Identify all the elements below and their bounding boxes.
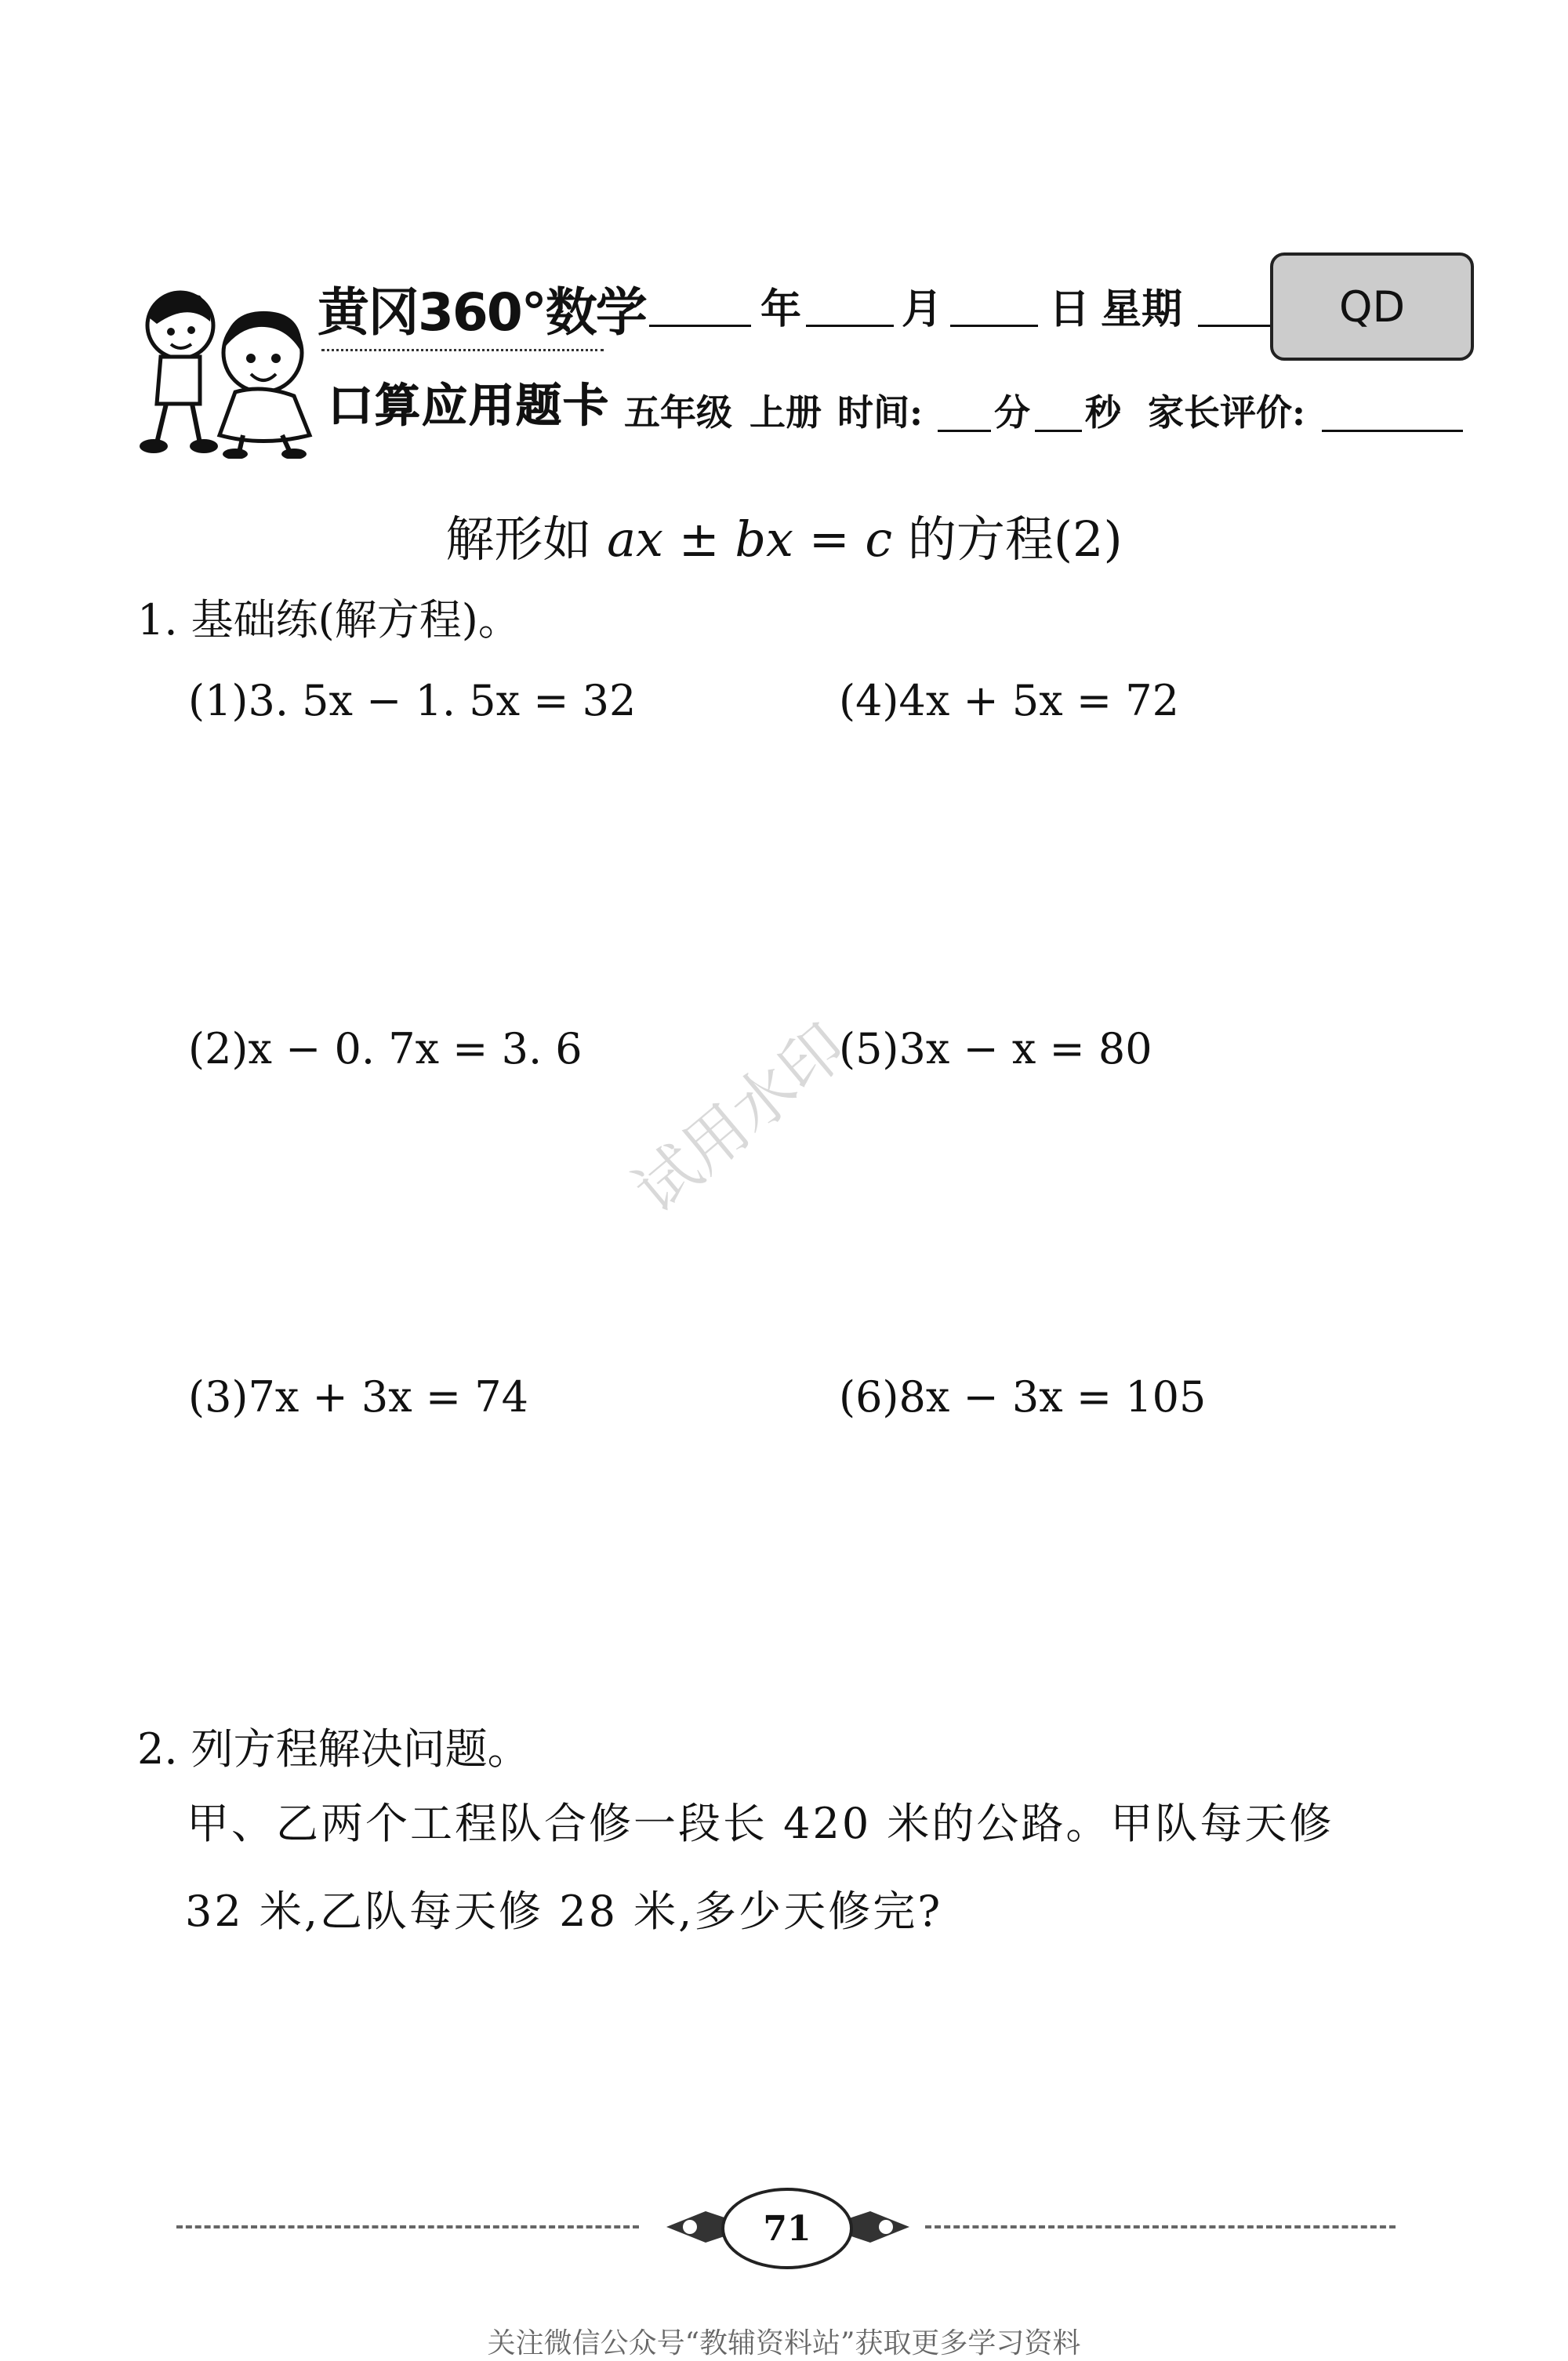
weekday-blank[interactable] bbox=[1198, 276, 1272, 327]
info-row bbox=[624, 384, 1486, 436]
second-label: 秒 bbox=[1085, 391, 1121, 434]
minute-blank[interactable] bbox=[938, 384, 991, 432]
problem-1: (1)3. 5x − 1. 5x = 32 bbox=[188, 676, 637, 725]
brand-divider bbox=[321, 349, 604, 351]
lesson-title-equation: ax ± bx = c bbox=[607, 510, 893, 568]
problem-6: (6)8x − 3x = 105 bbox=[839, 1372, 1207, 1422]
problem-4: (4)4x + 5x = 72 bbox=[839, 676, 1179, 725]
footer-note: 关注微信公众号“教辅资料站”获取更多学习资料 bbox=[487, 2327, 1081, 2359]
lesson-title-suffix: 的方程(2) bbox=[892, 510, 1123, 568]
day-label: 日 bbox=[1049, 285, 1091, 333]
edition-badge: QD bbox=[1270, 252, 1474, 361]
trial-watermark: 试用水印 bbox=[620, 1010, 860, 1228]
section2-heading: 2. 列方程解决问题。 bbox=[137, 1724, 530, 1774]
date-row bbox=[649, 276, 1276, 331]
time-label: 时间: bbox=[837, 391, 923, 434]
month-blank[interactable] bbox=[806, 276, 894, 327]
lesson-title-prefix: 解形如 bbox=[445, 510, 608, 568]
kids-mascot-illustration bbox=[125, 278, 337, 459]
word-problem-line-2: 32 米,乙队每天修 28 米,多少天修完? bbox=[185, 1887, 943, 1936]
brand-subtitle: 口算应用题卡 bbox=[328, 379, 611, 432]
footer-dashed-line-left bbox=[176, 2225, 639, 2228]
page-number: 71 bbox=[721, 2188, 853, 2269]
volume-label: 上册 bbox=[750, 391, 822, 434]
problem-2: (2)x − 0. 7x = 3. 6 bbox=[188, 1024, 583, 1073]
month-label: 月 bbox=[902, 285, 943, 333]
brand-title: 黄冈360°数学 bbox=[318, 282, 646, 343]
section1-heading: 1. 基础练(解方程)。 bbox=[137, 595, 521, 645]
word-problem-line-1: 甲、乙两个工程队合修一段长 420 米的公路。甲队每天修 bbox=[187, 1799, 1334, 1848]
weekday-label: 星期 bbox=[1101, 285, 1183, 333]
problem-3: (3)7x + 3x = 74 bbox=[188, 1372, 528, 1422]
minute-label: 分 bbox=[994, 391, 1030, 434]
second-blank[interactable] bbox=[1035, 384, 1082, 432]
problem-5: (5)3x − x = 80 bbox=[839, 1024, 1152, 1073]
grade-label: 五年级 bbox=[624, 391, 732, 434]
parent-eval-label: 家长评价: bbox=[1148, 391, 1305, 434]
day-blank[interactable] bbox=[950, 276, 1038, 327]
footer-dashed-line-right bbox=[925, 2225, 1396, 2228]
year-label: 年 bbox=[760, 285, 802, 333]
year-blank[interactable] bbox=[649, 276, 751, 327]
parent-eval-blank[interactable] bbox=[1322, 384, 1463, 432]
word-problem bbox=[187, 1780, 1441, 1956]
lesson-title bbox=[0, 500, 1568, 570]
